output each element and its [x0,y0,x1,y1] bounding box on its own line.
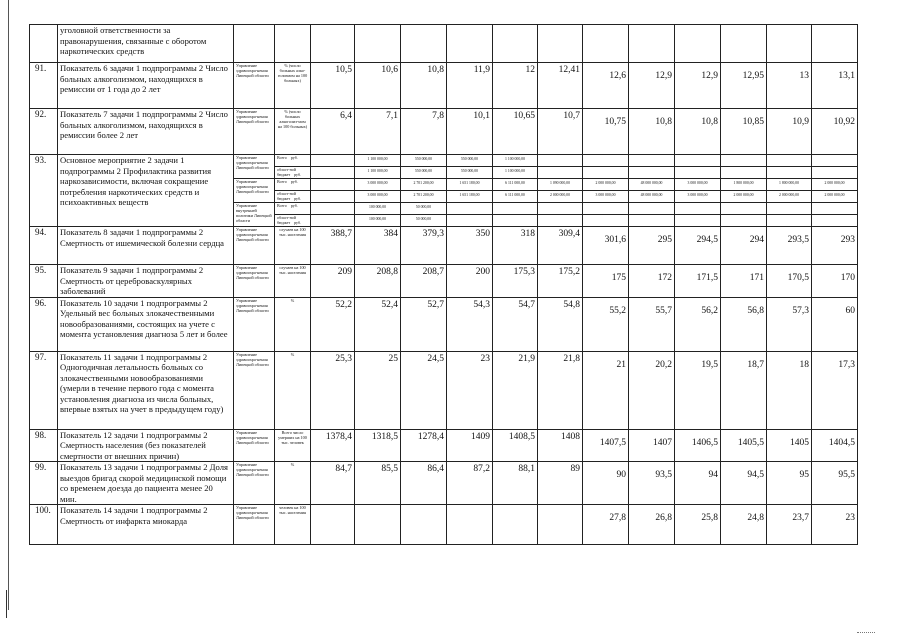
empty-cell [355,25,401,63]
row-description: уголовной ответственности за правонарушения, связанные с оборотом наркотических средств [58,25,234,63]
indicator-value: 88,1 [493,462,538,505]
row-number: 97. [30,351,58,429]
funding-amount: 3 000 000,00 [675,179,721,191]
funding-amount: 50 000,00 [401,215,447,227]
funding-amount: 2 000 000,00 [812,179,858,191]
table-row [30,109,858,155]
funding-amount [538,215,583,227]
indicator-value: 23,7 [767,505,812,545]
indicator-value: 12 [493,63,538,109]
indicator-value: 93,5 [629,462,675,505]
funding-amount [311,203,355,215]
indicator-value: 25,3 [311,351,355,429]
funding-amount [721,203,767,215]
funding-amount: 3 000 000,00 [675,191,721,203]
funding-amount [311,191,355,203]
row-description: Показатель 14 задачи 1 подпрограммы 2 Смертность от инфаркта миокарда [58,505,234,545]
table-row [30,227,858,265]
indicator-value: 10,6 [355,63,401,109]
indicator-value [447,505,493,545]
indicator-value [401,505,447,545]
indicator-value: 55,7 [629,297,675,351]
indicator-value: 170 [812,265,858,298]
funding-amount [675,155,721,167]
funding-unit: руб. [294,220,302,225]
funding-amount: 3 000 000,00 [355,179,401,191]
funding-source: област-ной бюджет [277,191,296,201]
funding-amount [721,215,767,227]
indicator-value: 56,2 [675,297,721,351]
funding-amount: 2 000 000,00 [721,191,767,203]
executor-cell: Управление здравоохра-нения Липецкой области [234,429,275,462]
row-description: Показатель 12 задачи 1 подпрограммы 2 Смертность населения (без показателей смертности от внешних причин) [58,429,234,462]
indicators-table [29,24,858,545]
indicator-value: 295 [629,227,675,265]
funding-source: Всего [277,179,287,184]
empty-cell [767,25,812,63]
indicator-value: 1407 [629,429,675,462]
indicator-value: 12,41 [538,63,583,109]
indicator-value: 25,8 [675,505,721,545]
indicator-value: 12,9 [629,63,675,109]
unit-cell: случаев на 100 тыс. населения [275,265,311,298]
indicator-value: 1318,5 [355,429,401,462]
indicator-value: 1408,5 [493,429,538,462]
table-row [30,25,858,63]
funding-amount [721,167,767,179]
funding-amount [812,203,858,215]
indicator-value: 175,3 [493,265,538,298]
funding-amount: 48 000 000,00 [629,191,675,203]
indicator-value: 1405 [767,429,812,462]
indicator-value: 293 [812,227,858,265]
funding-amount [767,155,812,167]
indicator-value: 26,8 [629,505,675,545]
indicator-value: 54,8 [538,297,583,351]
indicator-value: 54,7 [493,297,538,351]
funding-amount: 2 000 000,00 [538,191,583,203]
funding-source: област-ной бюджет [277,215,296,225]
page-corner-mark [857,632,875,634]
funding-amount: 1 100 000,00 [493,167,538,179]
funding-amount [311,155,355,167]
funding-amount [493,215,538,227]
empty-cell [447,25,493,63]
funding-source-cell [275,203,311,215]
funding-amount: 100 000,00 [355,203,401,215]
indicator-value: 57,3 [767,297,812,351]
empty-cell [583,25,629,63]
indicator-value: 86,4 [401,462,447,505]
funding-amount: 6 111 000,00 [493,191,538,203]
funding-amount [583,167,629,179]
indicator-value: 55,2 [583,297,629,351]
indicator-value: 94 [675,462,721,505]
indicator-value: 1378,4 [311,429,355,462]
indicator-value: 23 [447,351,493,429]
executor-cell: Управление здравоохра-нения Липецкой области [234,265,275,298]
indicator-value: 294,5 [675,227,721,265]
indicator-value: 95 [767,462,812,505]
executor-cell: Управление здравоохра-нения Липецкой области [234,297,275,351]
row-description: Показатель 6 задачи 1 подпрограммы 2 Число больных алкоголизмом, находящихся в ремиссии от 1 года до 2 лет [58,63,234,109]
funding-amount: 1 090 000,00 [538,179,583,191]
indicator-value: 309,4 [538,227,583,265]
indicator-value: 95,5 [812,462,858,505]
indicator-value: 90 [583,462,629,505]
table-row [30,505,858,545]
funding-amount [767,167,812,179]
funding-amount: 2 701 200,00 [401,179,447,191]
executor-cell: Управление здравоохра-нения Липецкой области [234,109,275,155]
unit-cell: случаев на 100 тыс. населения [275,227,311,265]
row-description: Основное мероприятие 2 задачи 1 подпрограммы 2 Профилактика развития наркозависимости, включая сокращение потребления наркотических средств и психоактивных веществ [58,155,234,227]
indicator-value: 24,5 [401,351,447,429]
funding-amount [493,203,538,215]
funding-amount: 1 800 000,00 [767,179,812,191]
indicator-value: 84,7 [311,462,355,505]
indicator-value: 7,1 [355,109,401,155]
empty-cell [493,25,538,63]
indicator-value: 21,8 [538,351,583,429]
funding-amount: 50 000,00 [401,203,447,215]
indicator-value: 12,95 [721,63,767,109]
unit-cell: % [275,462,311,505]
indicator-value: 23 [812,505,858,545]
funding-amount [311,215,355,227]
indicator-value: 12,6 [583,63,629,109]
funding-amount: 6 111 000,00 [493,179,538,191]
indicator-value: 52,7 [401,297,447,351]
funding-amount: 1 100 000,00 [355,155,401,167]
funding-amount: 550 000,00 [401,155,447,167]
funding-unit: руб. [290,179,298,184]
indicator-value: 24,8 [721,505,767,545]
row-number: 96. [30,297,58,351]
funding-amount [812,215,858,227]
funding-source: Всего [277,155,287,160]
row-number [30,25,58,63]
unit-cell: % [275,297,311,351]
table-row [30,429,858,462]
funding-amount: 550 000,00 [447,155,493,167]
indicator-value: 350 [447,227,493,265]
funding-unit: руб. [294,196,302,201]
empty-cell [538,25,583,63]
executor-cell: Управление здравоохра-нения Липецкой области [234,155,275,179]
row-number: 94. [30,227,58,265]
funding-amount: 2 000 000,00 [812,191,858,203]
funding-amount [812,155,858,167]
funding-amount [767,215,812,227]
row-description: Показатель 11 задачи 1 подпрограммы 2 Одногодичная летальность больных со злокачественными новообразованиями (умерли в течение первого года с момента установления диагноза из числа больных, впервые взятых на учет в предыдущем году) [58,351,234,429]
funding-source-cell [275,215,311,227]
indicator-value: 10,8 [629,109,675,155]
unit-cell: % (число больных алкоголиз-мом на 100 больных) [275,109,311,155]
funding-amount: 550 000,00 [447,167,493,179]
indicator-value [355,505,401,545]
funding-amount [721,155,767,167]
row-number: 99. [30,462,58,505]
empty-cell [721,25,767,63]
empty-cell [629,25,675,63]
table-row [30,265,858,298]
executor-cell: Управление внутренней политики Липецкой области [234,203,275,227]
indicator-value: 94,5 [721,462,767,505]
funding-amount [311,179,355,191]
funding-amount: 100 000,00 [355,215,401,227]
funding-amount: 2 000 000,00 [767,191,812,203]
funding-amount [629,215,675,227]
funding-amount [767,203,812,215]
funding-amount [447,203,493,215]
funding-source-cell [275,167,311,179]
indicator-value: 10,92 [812,109,858,155]
indicator-value: 10,7 [538,109,583,155]
indicator-value: 170,5 [767,265,812,298]
indicator-value: 208,8 [355,265,401,298]
funding-source-cell [275,191,311,203]
funding-unit: руб. [294,172,302,177]
indicator-value: 175 [583,265,629,298]
indicator-value: 21,9 [493,351,538,429]
funding-amount: 1 800 000,00 [721,179,767,191]
funding-amount [675,215,721,227]
executor-cell: Управление здравоохра-нения Липецкой области [234,505,275,545]
indicator-value: 27,8 [583,505,629,545]
funding-amount [583,203,629,215]
funding-amount [812,167,858,179]
indicator-value: 13,1 [812,63,858,109]
indicator-value [493,505,538,545]
executor-cell: Управление здравоохра-нения Липецкой области [234,179,275,203]
funding-amount [583,215,629,227]
indicator-value: 1404,5 [812,429,858,462]
indicator-value: 85,5 [355,462,401,505]
funding-source: област-ной бюджет [277,167,296,177]
unit-cell: % (число больных алко-голизмом на 100 больных) [275,63,311,109]
empty-cell [675,25,721,63]
indicator-value: 175,2 [538,265,583,298]
table-row [30,351,858,429]
indicator-value: 10,9 [767,109,812,155]
row-description: Показатель 13 задачи 1 подпрограммы 2 Доля выездов бригад скорой медицинской помощи со временем доезда до пациента менее 20 мин. [58,462,234,505]
indicator-value: 10,1 [447,109,493,155]
row-number: 98. [30,429,58,462]
executor-cell: Управление здравоохра-нения Липецкой области [234,63,275,109]
funding-source-cell [275,155,311,167]
indicator-value: 1409 [447,429,493,462]
indicator-value: 171,5 [675,265,721,298]
table-row [30,297,858,351]
indicator-value: 10,65 [493,109,538,155]
indicator-value: 209 [311,265,355,298]
unit-cell: человек на 100 тыс. населения [275,505,311,545]
indicator-value: 172 [629,265,675,298]
funding-amount: 3 000 000,00 [583,191,629,203]
funding-amount [538,167,583,179]
row-number: 100. [30,505,58,545]
funding-amount [583,155,629,167]
funding-amount [629,167,675,179]
indicator-value: 89 [538,462,583,505]
indicator-value: 18 [767,351,812,429]
funding-amount [629,155,675,167]
indicator-value: 1408 [538,429,583,462]
funding-unit: руб. [290,155,298,160]
table-row [30,462,858,505]
indicator-value: 1407,5 [583,429,629,462]
indicator-value: 10,85 [721,109,767,155]
funding-amount: 1 100 000,00 [355,167,401,179]
funding-amount: 1 651 180,00 [447,179,493,191]
row-description: Показатель 7 задачи 1 подпрограммы 2 Число больных алкоголизмом, находящихся в ремиссии более 2 лет [58,109,234,155]
indicator-value: 200 [447,265,493,298]
funding-amount: 3 000 000,00 [355,191,401,203]
indicator-value: 13 [767,63,812,109]
row-description: Показатель 10 задачи 1 подпрограммы 2 Удельный вес больных злокачественными новообразованиями, состоящих на учете с момента установления диагноза 5 лет и более [58,297,234,351]
indicator-value: 10,8 [401,63,447,109]
indicator-value: 171 [721,265,767,298]
indicator-value: 12,9 [675,63,721,109]
funding-amount: 48 000 000,00 [629,179,675,191]
row-description: Показатель 8 задачи 1 подпрограммы 2 Смертность от ишемической болезни сердца [58,227,234,265]
indicator-value: 384 [355,227,401,265]
indicator-value: 6,4 [311,109,355,155]
table-row [30,63,858,109]
funding-amount [447,215,493,227]
indicator-value: 52,4 [355,297,401,351]
row-number: 91. [30,63,58,109]
indicator-value: 1405,5 [721,429,767,462]
indicator-value: 20,2 [629,351,675,429]
indicator-value: 10,8 [675,109,721,155]
executor-cell: Управление здравоохра-нения Липецкой области [234,351,275,429]
funding-amount: 2 701 200,00 [401,191,447,203]
funding-source: Всего [277,203,287,208]
indicator-value: 379,3 [401,227,447,265]
indicator-value: 52,2 [311,297,355,351]
funding-amount: 550 000,00 [401,167,447,179]
indicator-value: 25 [355,351,401,429]
executor-cell: Управление здравоохра-нения Липецкой области [234,227,275,265]
empty-cell [812,25,858,63]
indicator-value: 56,8 [721,297,767,351]
indicator-value [538,505,583,545]
funding-source-cell [275,179,311,191]
indicator-value: 10,5 [311,63,355,109]
indicator-value: 208,7 [401,265,447,298]
funding-amount [538,203,583,215]
funding-amount [675,203,721,215]
funding-amount: 1 100 000,00 [493,155,538,167]
empty-cell [311,25,355,63]
page-left-edge [8,0,9,610]
indicator-value: 294 [721,227,767,265]
indicator-value: 11,9 [447,63,493,109]
indicator-value: 301,6 [583,227,629,265]
unit-cell: Всего число умерших на 100 тыс. человек [275,429,311,462]
indicator-value: 18,7 [721,351,767,429]
page-left-mark [6,590,7,618]
empty-cell [275,25,311,63]
table-row [30,155,858,167]
indicator-value: 1406,5 [675,429,721,462]
funding-unit: руб. [290,203,298,208]
indicator-value: 10,75 [583,109,629,155]
row-number: 95. [30,265,58,298]
row-number: 93. [30,155,58,227]
row-description: Показатель 9 задачи 1 подпрограммы 2 Смертность от цереброваскулярных заболеваний [58,265,234,298]
row-number: 92. [30,109,58,155]
funding-amount [629,203,675,215]
indicator-value: 87,2 [447,462,493,505]
unit-cell: % [275,351,311,429]
indicator-value: 17,3 [812,351,858,429]
indicator-value: 54,3 [447,297,493,351]
funding-amount [311,167,355,179]
funding-amount: 1 651 180,00 [447,191,493,203]
executor-cell: Управление здравоохра-нения Липецкой области [234,462,275,505]
empty-cell [401,25,447,63]
indicator-value [311,505,355,545]
indicator-value: 7,8 [401,109,447,155]
indicator-value: 1278,4 [401,429,447,462]
indicator-value: 21 [583,351,629,429]
indicator-value: 293,5 [767,227,812,265]
funding-amount [675,167,721,179]
indicator-value: 318 [493,227,538,265]
funding-amount: 2 000 000,00 [583,179,629,191]
funding-amount [538,155,583,167]
indicator-value: 60 [812,297,858,351]
indicator-value: 19,5 [675,351,721,429]
indicator-value: 388,7 [311,227,355,265]
empty-cell [234,25,275,63]
